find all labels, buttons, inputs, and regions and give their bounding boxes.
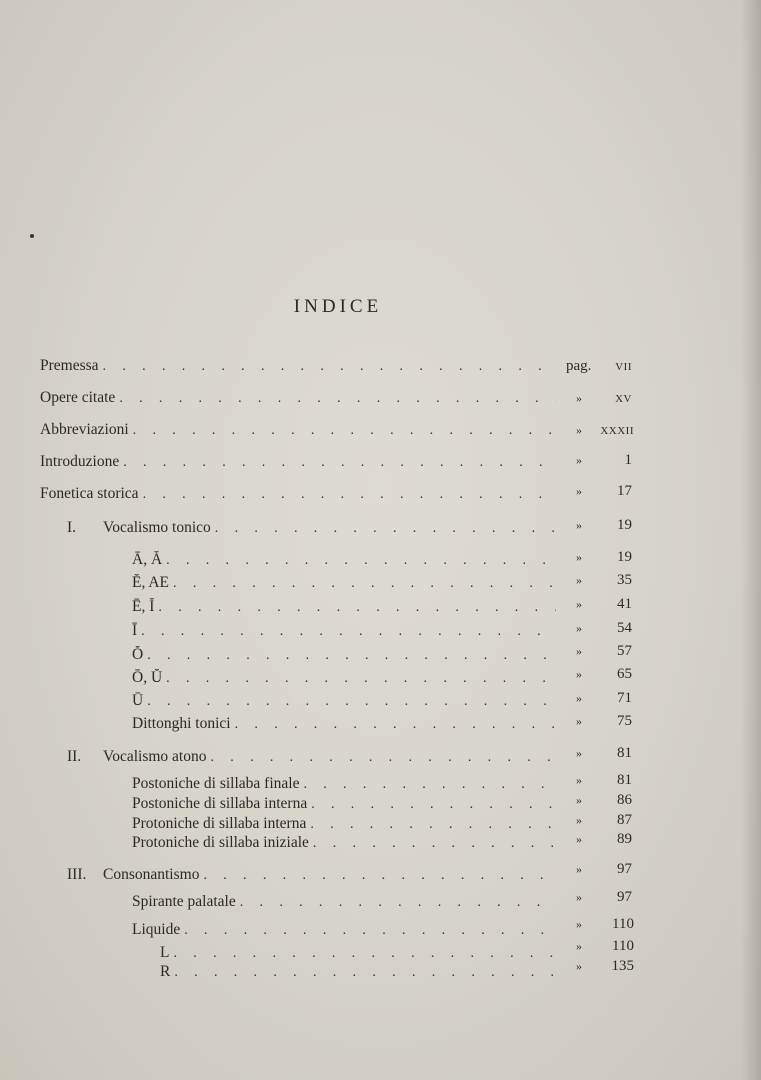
leader-dots	[133, 422, 556, 439]
toc-entry-protoniche-iniziale[interactable]	[132, 834, 562, 852]
leader-dots	[147, 693, 556, 710]
toc-entry-label: Ī	[132, 622, 138, 639]
toc-entry-vocalismo-atono[interactable]	[67, 748, 562, 766]
toc-entry-l[interactable]	[160, 944, 562, 962]
leader-dots	[303, 776, 556, 793]
toc-entry-fonetica-storica[interactable]	[40, 485, 562, 503]
toc-page-ref: » 89	[576, 831, 632, 847]
toc-page-ref: » 135	[576, 958, 634, 974]
toc-page-ref: » 1	[576, 452, 632, 468]
toc-entry-label: Spirante palatale	[132, 893, 236, 910]
toc-entry-dittonghi-tonici[interactable]	[132, 715, 562, 733]
toc-entry-premessa[interactable]	[40, 357, 562, 375]
toc-entry-label: Ū	[132, 692, 144, 709]
leader-dots	[173, 945, 556, 962]
toc-entry-label: Ŏ	[132, 646, 144, 663]
toc-entry-label: Ā, Ă	[132, 551, 163, 568]
toc-entry-label: Vocalismo tonico	[103, 519, 211, 536]
toc-entry-label: Opere citate	[40, 389, 116, 406]
page-number: xxxii	[600, 422, 634, 438]
page-number: 86	[617, 792, 632, 808]
page-number: 19	[617, 549, 632, 565]
leader-dots	[240, 894, 556, 911]
page-number: 19	[617, 517, 632, 533]
toc-page-ref: » 87	[576, 812, 632, 828]
toc-entry-label: Ō, Ŭ	[132, 669, 163, 686]
toc-page-ref: » xv	[576, 390, 632, 406]
toc-page-ref: » 97	[576, 889, 632, 905]
page-number: 35	[617, 572, 632, 588]
ink-speck	[30, 234, 34, 238]
toc-entry-label: Introduzione	[40, 453, 120, 470]
leader-dots	[119, 390, 556, 407]
page-number: vii	[615, 358, 632, 374]
page-number: xv	[615, 390, 632, 406]
toc-page-ref: » 110	[576, 916, 634, 932]
toc-entry-label: Fonetica storica	[40, 485, 139, 502]
toc-page-ref: » 41	[576, 596, 632, 612]
leader-dots	[141, 623, 556, 640]
toc-page-ref: » 110	[576, 938, 634, 954]
toc-entry-label: Postoniche di sillaba interna	[132, 795, 308, 812]
toc-page-ref: » 75	[576, 713, 632, 729]
leader-dots	[166, 670, 556, 687]
toc-page-ref: » 81	[576, 772, 632, 788]
page-number: 17	[617, 483, 632, 499]
toc-page-ref: » 17	[576, 483, 632, 499]
leader-dots	[166, 552, 556, 569]
toc-entry-label: Ĕ, AE	[132, 574, 170, 591]
toc-entry-e-long-i-short[interactable]	[132, 598, 562, 616]
toc-entry-a-long-a-short[interactable]	[132, 551, 562, 569]
leader-dots	[147, 647, 556, 664]
toc-page-ref: » 71	[576, 690, 632, 706]
section-number: I.	[67, 519, 77, 536]
toc-page-ref: » 86	[576, 792, 632, 808]
toc-page-ref: » 54	[576, 620, 632, 636]
leader-dots	[215, 520, 556, 537]
toc-entry-label: Postoniche di sillaba finale	[132, 775, 300, 792]
toc-page-ref: » 57	[576, 643, 632, 659]
page-edge-shadow	[741, 0, 761, 1080]
toc-page-ref: » xxxii	[576, 422, 634, 438]
page-number: 71	[617, 690, 632, 706]
toc-page-ref: » 81	[576, 745, 632, 761]
page-number: 54	[617, 620, 632, 636]
toc-entry-label: L	[160, 944, 170, 961]
toc-entry-label: Vocalismo atono	[103, 748, 207, 765]
toc-entry-label: Abbreviazioni	[40, 421, 129, 438]
section-number: II.	[67, 748, 82, 765]
leader-dots	[103, 358, 556, 375]
section-number: III.	[67, 866, 87, 883]
toc-entry-label: Protoniche di sillaba iniziale	[132, 834, 309, 851]
leader-dots	[310, 816, 556, 833]
leader-dots	[235, 716, 556, 733]
toc-entry-liquide[interactable]	[132, 921, 562, 939]
toc-entry-opere-citate[interactable]	[40, 389, 562, 407]
toc-page-ref: » 19	[576, 517, 632, 533]
page-number: 75	[617, 713, 632, 729]
leader-dots	[184, 922, 556, 939]
toc-entry-label: Consonantismo	[103, 866, 200, 883]
leader-dots	[174, 964, 556, 981]
toc-entry-spirante-palatale[interactable]	[132, 893, 562, 911]
leader-dots	[203, 867, 556, 884]
leader-dots	[158, 599, 556, 616]
toc-entry-protoniche-interna[interactable]	[132, 815, 562, 833]
toc-entry-label: Premessa	[40, 357, 99, 374]
toc-entry-abbreviazioni[interactable]	[40, 421, 562, 439]
page-number: 1	[624, 452, 632, 468]
page-number: 81	[617, 745, 632, 761]
toc-page-ref: » 97	[576, 861, 632, 877]
toc-page-ref: » 35	[576, 572, 632, 588]
page-number: 89	[617, 831, 632, 847]
page-number: 97	[617, 889, 632, 905]
leader-dots	[173, 575, 556, 592]
page-number: 65	[617, 666, 632, 682]
page-number: 81	[617, 772, 632, 788]
toc-entry-i-long[interactable]	[132, 622, 562, 640]
page-number: 110	[612, 916, 634, 932]
toc-page-ref: » 65	[576, 666, 632, 682]
leader-dots	[210, 749, 556, 766]
toc-page-ref: pag. vii	[566, 358, 632, 374]
toc-entry-postoniche-interna[interactable]	[132, 795, 562, 813]
page-number: 97	[617, 861, 632, 877]
page-number: 135	[611, 958, 634, 974]
leader-dots	[313, 835, 556, 852]
toc-entry-postoniche-finale[interactable]	[132, 775, 562, 793]
toc-entry-o-long-u-short[interactable]	[132, 669, 562, 687]
leader-dots	[123, 454, 556, 471]
toc-entry-introduzione[interactable]	[40, 453, 562, 471]
toc-entry-label: Dittonghi tonici	[132, 715, 231, 732]
toc-entry-o-short[interactable]	[132, 646, 562, 664]
page-number: 87	[617, 812, 632, 828]
toc-entry-label: R	[160, 963, 171, 980]
toc-entry-u-long[interactable]	[132, 692, 562, 710]
page-number: 57	[617, 643, 632, 659]
toc-entry-consonantismo[interactable]	[67, 866, 562, 884]
toc-entry-label: Ē, Ĭ	[132, 598, 155, 615]
page-number: 110	[612, 938, 634, 954]
toc-entry-label: Protoniche di sillaba interna	[132, 815, 307, 832]
toc-entry-label: Liquide	[132, 921, 181, 938]
toc-entry-vocalismo-tonico[interactable]	[67, 519, 562, 537]
index-heading: INDICE	[293, 296, 383, 317]
page-number: 41	[617, 596, 632, 612]
toc-entry-r[interactable]	[160, 963, 562, 981]
toc-entry-e-short-ae[interactable]	[132, 574, 562, 592]
leader-dots	[311, 796, 556, 813]
leader-dots	[143, 486, 556, 503]
toc-page-ref: » 19	[576, 549, 632, 565]
